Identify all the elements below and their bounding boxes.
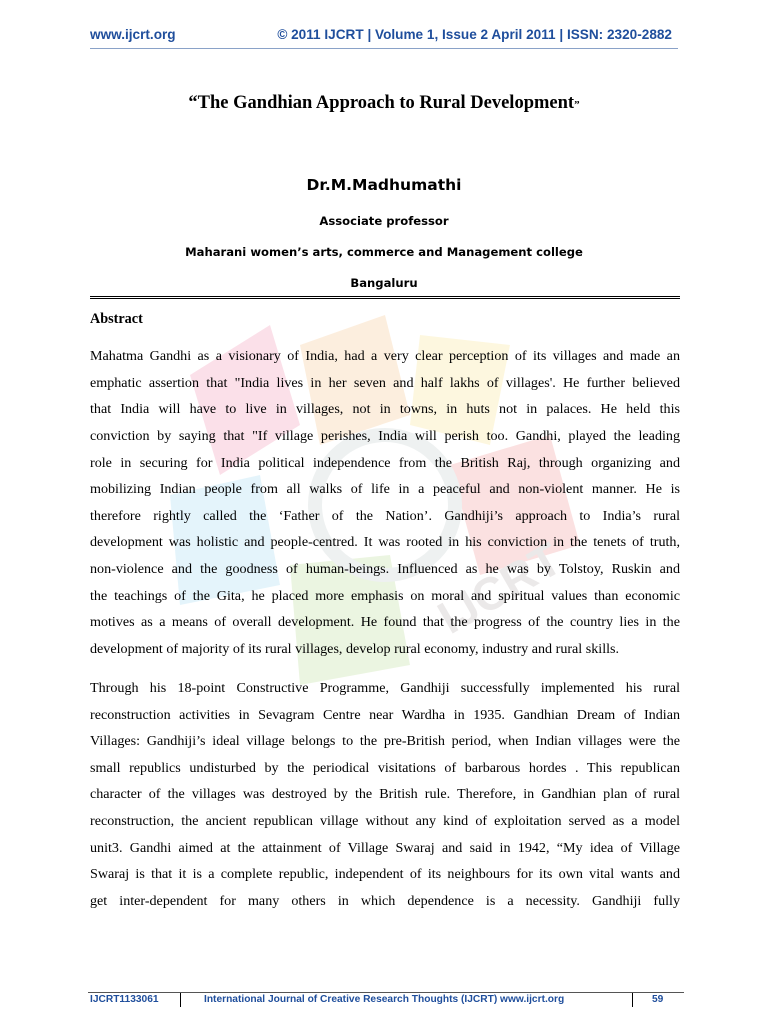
footer-separator bbox=[180, 993, 181, 1007]
body-line: reconstruction, the ancient republican village without any kind of exploitation served as a model bbox=[90, 813, 680, 829]
footer-page-number: 59 bbox=[652, 994, 664, 1005]
body-line: mobilizing Indian people from all walks of life in a peaceful and non-violent manner. He is bbox=[90, 481, 680, 497]
header-rule bbox=[90, 48, 678, 49]
header-issue-info: © 2011 IJCRT | Volume 1, Issue 2 April 2011 | ISSN: 2320-2882 bbox=[277, 27, 672, 42]
body-line: role in securing for India political independence from the British Raj, through organizing and bbox=[90, 455, 680, 471]
footer-rule bbox=[88, 992, 684, 993]
footer-article-code: IJCRT1133061 bbox=[90, 994, 159, 1005]
paper-title-text: “The Gandhian Approach to Rural Development bbox=[188, 93, 575, 113]
body-line: Through his 18-point Constructive Programme, Gandhiji successfully implemented his rural bbox=[90, 680, 680, 696]
title-block-rule bbox=[90, 296, 680, 299]
paper-title-end-quote: ” bbox=[574, 99, 580, 111]
body-line: Villages: Gandhiji’s ideal village belongs to the pre-British period, when Indian villages were the bbox=[90, 733, 680, 749]
author-position: Associate professor bbox=[319, 214, 449, 228]
body-line: the teachings of the Gita, he placed more emphasis on moral and spiritual values than economic bbox=[90, 588, 680, 604]
author-city: Bangaluru bbox=[350, 276, 418, 290]
body-line: emphatic assertion that "India lives in her seven and half lakhs of villages'. He further believed bbox=[90, 375, 680, 391]
abstract-heading: Abstract bbox=[90, 311, 143, 327]
body-line: small republics undisturbed by the periodical visitations of barbarous hordes . This republican bbox=[90, 760, 680, 776]
body-line: non-violence and the goodness of human-beings. Influenced as he was by Tolstoy, Ruskin and bbox=[90, 561, 680, 577]
body-line: that India will have to live in villages, not in towns, in huts not in palaces. He held this bbox=[90, 401, 680, 417]
author-name: Dr.M.Madhumathi bbox=[306, 176, 462, 194]
body-line: unit3. Gandhi aimed at the attainment of Village Swaraj and said in 1942, “My idea of Village bbox=[90, 840, 680, 856]
author-institution: Maharani women’s arts, commerce and Management college bbox=[185, 245, 583, 259]
footer-journal-name: International Journal of Creative Research Thoughts (IJCRT) www.ijcrt.org bbox=[204, 994, 565, 1005]
paper-title bbox=[0, 93, 768, 114]
body-line: development of majority of its rural villages, develop rural economy, industry and rural skills. bbox=[90, 641, 620, 657]
body-line: therefore rightly called the ‘Father of the Nation’. Gandhiji’s approach to India’s rural bbox=[90, 508, 680, 524]
body-line: get inter-dependent for many others in which dependence is a necessity. Gandhiji fully bbox=[90, 893, 680, 909]
body-line: reconstruction activities in Sevagram Centre near Wardha in 1935. Gandhian Dream of Indian bbox=[90, 707, 680, 723]
running-footer bbox=[88, 994, 684, 1010]
body-line: Mahatma Gandhi as a visionary of India, had a very clear perception of its villages and made an bbox=[90, 348, 680, 364]
watermark-label: IJCRT bbox=[429, 532, 571, 644]
body-line: development was holistic and people-centred. It was rooted in his conviction in the tenets of truth, bbox=[90, 534, 680, 550]
body-line: motives as a means of overall development. He found that the progress of the country lies in the bbox=[90, 614, 680, 630]
body-line: Swaraj is that it is a complete republic, independent of its neighbours for its own vital wants and bbox=[90, 866, 680, 882]
running-header bbox=[90, 24, 678, 48]
body-line: conviction by saying that "If village perishes, India will perish too. Gandhi, played the leading bbox=[90, 428, 680, 444]
header-site: www.ijcrt.org bbox=[90, 27, 176, 42]
body-line: character of the villages was destroyed by the British rule. Therefore, in Gandhian plan of rural bbox=[90, 786, 680, 802]
footer-separator bbox=[632, 993, 633, 1007]
